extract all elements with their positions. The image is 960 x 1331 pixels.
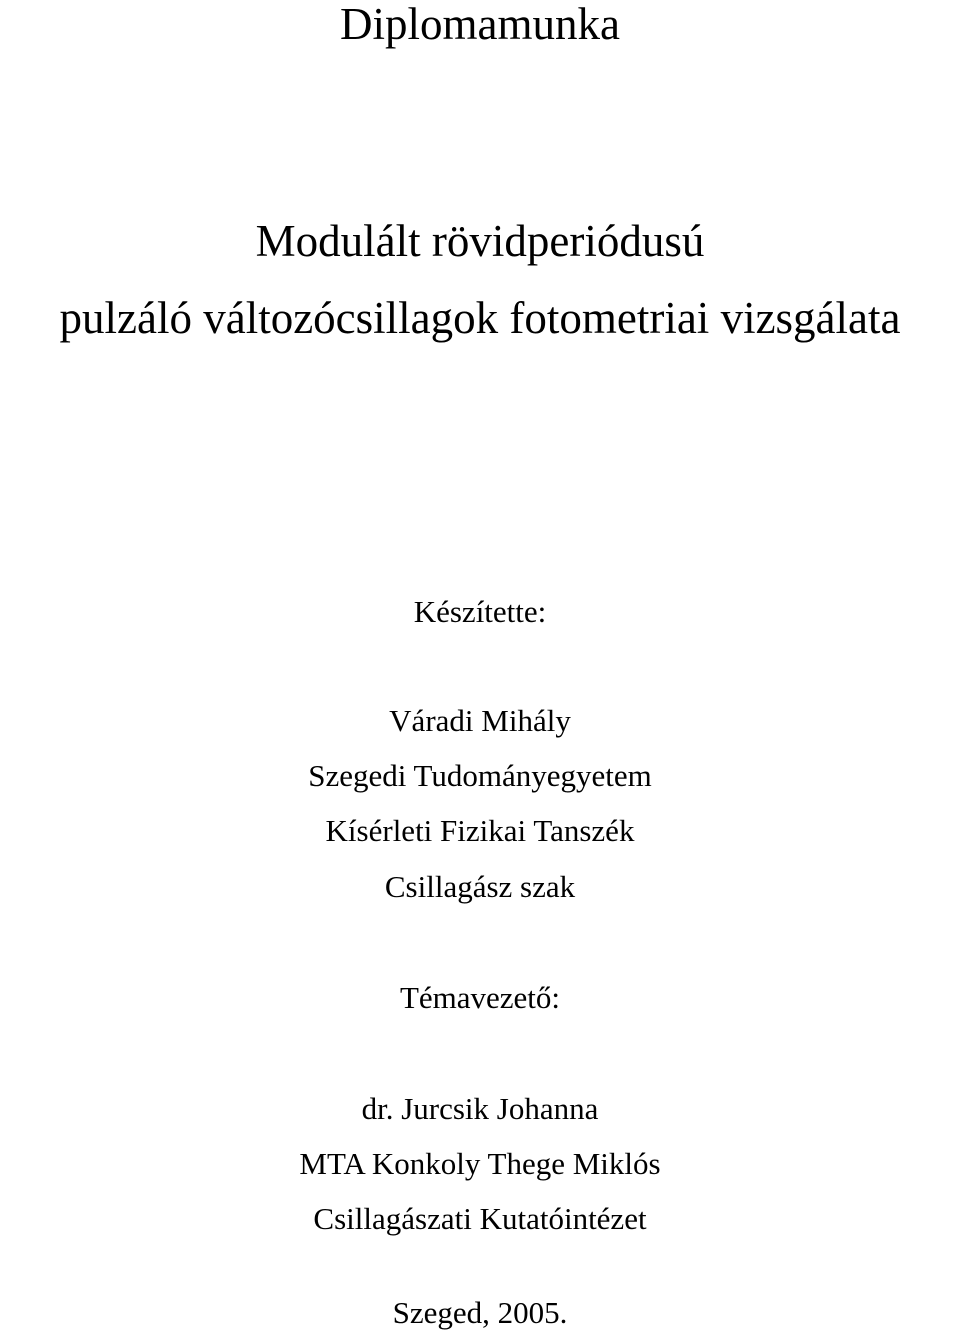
place-and-date: Szeged, 2005. <box>392 1295 568 1330</box>
advisor-name: dr. Jurcsik Johanna <box>361 1091 599 1126</box>
document-type-heading: Diplomamunka <box>340 0 620 49</box>
author-name: Váradi Mihály <box>389 703 571 738</box>
author-program: Csillagász szak <box>384 869 576 904</box>
author-university: Szegedi Tudományegyetem <box>308 758 652 793</box>
advisor-institution-line-1: MTA Konkoly Thege Miklós <box>299 1146 661 1181</box>
author-label: Készítette: <box>413 594 547 629</box>
thesis-title-line-1: Modulált rövidperiódusú <box>255 216 705 266</box>
advisor-institution-line-2: Csillagászati Kutatóintézet <box>313 1201 647 1236</box>
advisor-label: Témavezető: <box>399 980 561 1015</box>
thesis-title-line-2: pulzáló változócsillagok fotometriai vizsgálata <box>59 293 901 343</box>
author-department: Kísérleti Fizikai Tanszék <box>325 813 635 848</box>
